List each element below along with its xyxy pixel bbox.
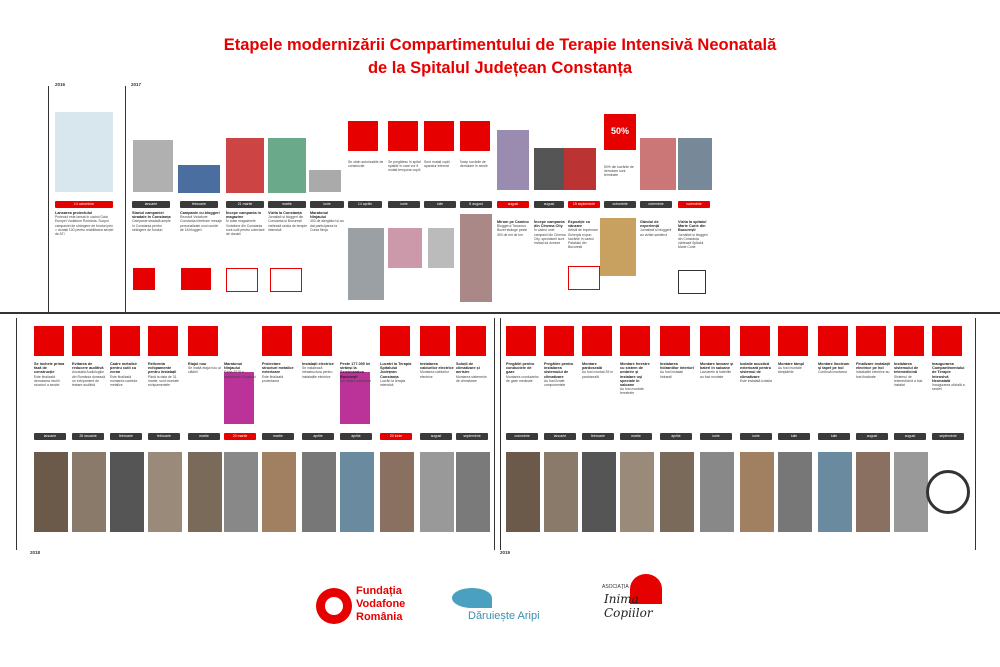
row2-caption: Montare ferestre cu sistem de umbrire și instalare uși speciale în saloane Au fost montate ferestrele bbox=[620, 362, 650, 396]
baby-face-icon bbox=[926, 470, 970, 514]
row2-photo bbox=[224, 372, 254, 424]
row2-progress-photo bbox=[660, 452, 694, 532]
caption-camino: Mirum pe Camino Bloggerul Tanomus Buzet strânge peste 300 de mii de km bbox=[497, 220, 529, 237]
date-pill: iunie bbox=[388, 201, 420, 208]
year-2019: 2019 bbox=[500, 550, 511, 555]
construction-step-icon bbox=[456, 326, 486, 356]
construction-step-icon bbox=[700, 326, 730, 356]
date-pill: ianuarie bbox=[132, 201, 170, 208]
caption-demolition: Încep lucrările de demolare în secție bbox=[460, 160, 488, 169]
date-pill: martie bbox=[620, 433, 652, 440]
construction-step-icon bbox=[262, 326, 292, 356]
date-pill: aprilie bbox=[340, 433, 372, 440]
aripi-logo-text: Dăruiește Aripi bbox=[468, 610, 540, 622]
construction-step-icon bbox=[620, 326, 650, 356]
row2-caption: Pregătire pentru instalarea sistemului de climatizare Au fost livrate componentele bbox=[544, 362, 574, 388]
date-pill: martie bbox=[188, 433, 220, 440]
date-pill: august bbox=[420, 433, 452, 440]
construction-step-icon bbox=[148, 326, 178, 356]
date-pill: septembrie bbox=[456, 433, 488, 440]
date-pill: 14 aprilie bbox=[348, 201, 382, 208]
row2-caption: Inaugurarea Compartimentului de Terapie Intensivă Neonatală Inaugurarea oficială a secției bbox=[932, 362, 965, 392]
row2-progress-photo bbox=[224, 452, 258, 532]
row2-caption: Instalații electrice Se instalează infrastructura pentru instalațiile electrice bbox=[302, 362, 334, 379]
partner-logos bbox=[0, 570, 1000, 630]
inima-logo-text: Inima Copiilor bbox=[604, 592, 653, 620]
caption-bloggers: Campanie cu bloggeri Rezolvă Vodafone Constanța întrebare mesaje personalizate unui număr de 18 bloggeri bbox=[180, 211, 222, 232]
row2-caption: Soluții de climatizare și aerisire Montarea sistemelor de climatizare bbox=[456, 362, 487, 383]
permit-icon bbox=[348, 121, 378, 151]
row2-progress-photo bbox=[72, 452, 106, 532]
date-pill: august bbox=[497, 201, 529, 208]
row2-progress-photo bbox=[856, 452, 890, 532]
date-pill: iunie bbox=[700, 433, 732, 440]
photo-visit bbox=[268, 138, 306, 193]
row2-caption: Instalarea sistemului de telemedicină Sistemul de telemedicină a fost instalat bbox=[894, 362, 923, 388]
date-pill: iunie bbox=[310, 201, 344, 208]
construction-step-icon bbox=[420, 326, 450, 356]
heart-sign-icon bbox=[133, 268, 155, 290]
photo-construction bbox=[600, 218, 636, 276]
row2-caption: Instalarea hidrantilor interiori Au fost instalați hidranții bbox=[660, 362, 694, 379]
date-pill: noiembrie bbox=[678, 201, 710, 208]
date-pill: august bbox=[894, 433, 926, 440]
runner-icon bbox=[314, 268, 336, 290]
row2-caption: Finalizare instalații electrice pe hol Instalațiile electrice au fost finalizate bbox=[856, 362, 890, 379]
caption-marie-curie: Vizita la spitalul Marie Curie din București Jurnaliști și bloggeri din Constanța vizitează Spitalul Marie Curie bbox=[678, 220, 708, 250]
date-pill: ianuarie bbox=[34, 433, 66, 440]
date-pill: februarie bbox=[110, 433, 142, 440]
caption-stores: Începe campania în magazine În toate magazinele Vodafone din Constanța sunt cutii pentru colectare de donații bbox=[226, 211, 265, 237]
date-pill: februarie bbox=[148, 433, 180, 440]
construction-step-icon bbox=[302, 326, 332, 356]
construction-step-icon bbox=[778, 326, 808, 356]
row2-caption: Se încheie prima fază de construcție Este finalizată demolarea vechii structuri a secției bbox=[34, 362, 65, 388]
date-pill: februarie bbox=[180, 201, 218, 208]
row2-caption: Peste 177.000 lei strânși la Semimaraton București Din totalul oamenilor bbox=[340, 362, 371, 383]
row2-caption: Pregătiri pentru conductele de gaze Montarea conductelor de gaze medicale bbox=[506, 362, 539, 383]
building-icon bbox=[270, 268, 302, 292]
caption-cinema: Începe campania din Cinema City În cadrul unei campanii din Cinema City, spectatorii sunt invitați să doneze bbox=[534, 220, 566, 246]
construction-step-icon bbox=[72, 326, 102, 356]
row2-progress-photo bbox=[34, 452, 68, 532]
caption-permits: Se obțin autorizațiile de construcție bbox=[348, 160, 384, 169]
row2-caption: Montare lavoare și bateri în saloane Lavoarele și bateriile au fost montate bbox=[700, 362, 734, 379]
inima-small-text: ASOCIAȚIA bbox=[602, 584, 629, 590]
row2-caption: Evitarea de reducere auditivă Asociația Audiologilor din România donează un echipament de testare auditivă bbox=[72, 362, 105, 388]
date-pill: 21 martie bbox=[226, 201, 264, 208]
row2-progress-photo bbox=[262, 452, 296, 532]
date-pill: iulie bbox=[818, 433, 850, 440]
row2-progress-photo bbox=[420, 452, 454, 532]
year-2018: 2018 bbox=[30, 550, 41, 555]
row2-caption: Instalarea cablurilor electrice Montarea cablurilor electrice bbox=[420, 362, 454, 379]
hospital-icon bbox=[678, 270, 706, 294]
date-pill: septembrie bbox=[932, 433, 964, 440]
caption-moving: Sunt mutați copiii aparatur internat bbox=[424, 160, 450, 169]
caption-expo: Expoziție cu vânzare Artiștii de imprimare Scherpis expun lucrările în cadrul Palatului din București bbox=[568, 220, 598, 250]
construction-step-icon bbox=[894, 326, 924, 356]
page-title-line2: de la Spitalul Județean Constanța bbox=[367, 59, 633, 77]
date-pill: august bbox=[534, 201, 564, 208]
date-pill: 20 iunie bbox=[380, 433, 412, 440]
vodafone-logo-icon bbox=[316, 588, 352, 624]
video-play-icon bbox=[181, 268, 211, 290]
hummingbird-icon bbox=[452, 588, 492, 608]
caption-percent: 50% din lucrările de demolare sunt terminate bbox=[604, 165, 634, 178]
row2-caption: Relicenta echipamente pentru instalații Până la data de 31 martie, sunt montate echipamentele bbox=[148, 362, 179, 388]
gallery-icon bbox=[568, 266, 600, 290]
row2-progress-photo bbox=[740, 452, 774, 532]
caption-marathon: Maratonul Ninjaului 400 de alergători și-au dat participarea la Cursa Ninja bbox=[310, 211, 344, 232]
percent-badge: 50% bbox=[604, 114, 636, 150]
date-pill: ianuarie bbox=[544, 433, 576, 440]
row2-progress-photo bbox=[544, 452, 578, 532]
photo-cinema bbox=[534, 148, 564, 190]
date-pill: martie bbox=[262, 433, 294, 440]
vodafone-foundation-name: Fundația Vodafone România bbox=[356, 585, 406, 623]
photo-bloggers bbox=[178, 165, 220, 193]
construction-step-icon bbox=[188, 326, 218, 356]
row2-progress-photo bbox=[506, 452, 540, 532]
photo-street-campaign bbox=[133, 140, 173, 192]
caption-visit: Vizita la Constanța Jurnaliști și bloggeri din Constanța și București vizitează secția de terapie intensivă bbox=[268, 211, 308, 232]
timeline-2019-right bbox=[975, 318, 976, 550]
row2-caption: Proiectare structuri metalice exterioare Este finalizată proiectarea bbox=[262, 362, 294, 383]
photo-marie-curie bbox=[678, 138, 712, 190]
date-pill: aprilie bbox=[660, 433, 692, 440]
transport-icon bbox=[424, 121, 454, 151]
construction-step-icon bbox=[34, 326, 64, 356]
page-title-line1: Etapele modernizării Compartimentului de Terapie Intensivă Neonatală bbox=[223, 36, 777, 54]
row2-caption: Montare pardoseală Au fost montați 35 m pardoseală bbox=[582, 362, 614, 379]
photo-signing bbox=[388, 228, 422, 268]
row2-caption: Izolatie acustică exterioară pentru sistemul de climatizare Este instalată izolația bbox=[740, 362, 772, 383]
date-pill: martie bbox=[268, 201, 306, 208]
date-pill: iulie bbox=[424, 201, 456, 208]
construction-step-icon bbox=[582, 326, 612, 356]
construction-step-icon bbox=[110, 326, 140, 356]
row2-progress-photo bbox=[148, 452, 182, 532]
bed-icon bbox=[388, 121, 418, 151]
row2-progress-photo bbox=[110, 452, 144, 532]
timeline-2016-line bbox=[48, 86, 49, 312]
row2-progress-photo bbox=[340, 452, 374, 532]
construction-step-icon bbox=[660, 326, 690, 356]
row2-progress-photo bbox=[380, 452, 414, 532]
date-pill: iulie bbox=[778, 433, 810, 440]
photo-workers bbox=[460, 214, 492, 302]
row2-caption: Montare tâmpl Au fost montate tâmplăriile bbox=[778, 362, 804, 375]
phone-icon bbox=[640, 270, 658, 292]
caption-experience: Gândul de experiență Jurnaliștii și bloggerii au vizitat șantierul bbox=[640, 220, 672, 237]
row2-progress-photo bbox=[456, 452, 490, 532]
photo-work bbox=[428, 228, 454, 268]
construction-step-icon bbox=[544, 326, 574, 356]
date-pill: 26 ianuarie bbox=[72, 433, 104, 440]
caption-rooms: Se pregătesc în spital spațiile în care vor fi mutați temporar copiii bbox=[388, 160, 421, 173]
timeline-2018-left bbox=[16, 318, 17, 550]
timeline-2017-line bbox=[125, 86, 126, 312]
row2-progress-photo bbox=[582, 452, 616, 532]
row2-caption: Lucrări la Terapia Spitalului Județean Constanța Lucrări la terapia intensivă bbox=[380, 362, 412, 388]
helmet-icon bbox=[460, 121, 490, 151]
date-pill: aprilie bbox=[302, 433, 334, 440]
timeline-2018-right bbox=[494, 318, 495, 550]
caption-launch: Lansarea proiectului Proiectul este lansat în cadrul Gala Europei Vodafone România. Scopul campaniei de strângere de fonduri prin = donații 100 pentru reabilitarea secției de ATI bbox=[55, 211, 114, 237]
date-pill: 14 octombrie bbox=[55, 201, 113, 208]
row2-progress-photo bbox=[894, 452, 928, 532]
construction-step-icon bbox=[740, 326, 770, 356]
timeline-2019-left bbox=[500, 318, 501, 550]
date-pill: octombrie bbox=[506, 433, 538, 440]
construction-step-icon bbox=[932, 326, 962, 356]
year-2017: 2017 bbox=[131, 82, 142, 87]
date-pill: 8 august bbox=[460, 201, 492, 208]
row2-progress-photo bbox=[778, 452, 812, 532]
construction-step-icon bbox=[818, 326, 848, 356]
row2-caption: Etajul nou Se înalță etajul nou al clădirii bbox=[188, 362, 221, 375]
row2-caption: Montare linoleum și tapet pe hol Continuă montarea bbox=[818, 362, 850, 375]
row2-progress-photo bbox=[188, 452, 222, 532]
row2-progress-photo bbox=[620, 452, 654, 532]
row2-progress-photo bbox=[302, 452, 336, 532]
row2-progress-photo bbox=[700, 452, 734, 532]
construction-step-icon bbox=[380, 326, 410, 356]
row2-caption: Maratonul Ninjaului Ediția 2018 a maratonului Ninjaului bbox=[224, 362, 256, 379]
year-2016: 2016 bbox=[55, 82, 66, 87]
photo-camino bbox=[497, 130, 529, 190]
row2-caption: Cadre metalice pentru cutii cu ecran Este finalizată montarea cadrelor metalice bbox=[110, 362, 138, 388]
photo-store bbox=[226, 138, 264, 193]
date-pill: noiembrie bbox=[640, 201, 672, 208]
people-icon bbox=[226, 268, 258, 292]
photo-expo bbox=[564, 148, 596, 190]
year-separator-top bbox=[0, 312, 1000, 314]
construction-step-icon bbox=[856, 326, 886, 356]
date-pill: februarie bbox=[582, 433, 614, 440]
date-pill: octombrie bbox=[604, 201, 636, 208]
launch-photo-baby bbox=[55, 112, 113, 192]
date-pill: 15 septembrie bbox=[568, 201, 600, 208]
construction-step-icon bbox=[506, 326, 536, 356]
photo-marathon bbox=[309, 170, 341, 192]
date-pill: iunie bbox=[740, 433, 772, 440]
caption-street: Startul campaniei stradale în Constanța Campanie stradală ample în Constanța pentru strângere de fonduri bbox=[132, 211, 171, 232]
photo-experience bbox=[640, 138, 676, 190]
date-pill: 23 martie bbox=[224, 433, 256, 440]
row2-progress-photo bbox=[818, 452, 852, 532]
photo-corridor bbox=[348, 228, 384, 300]
date-pill: august bbox=[856, 433, 888, 440]
